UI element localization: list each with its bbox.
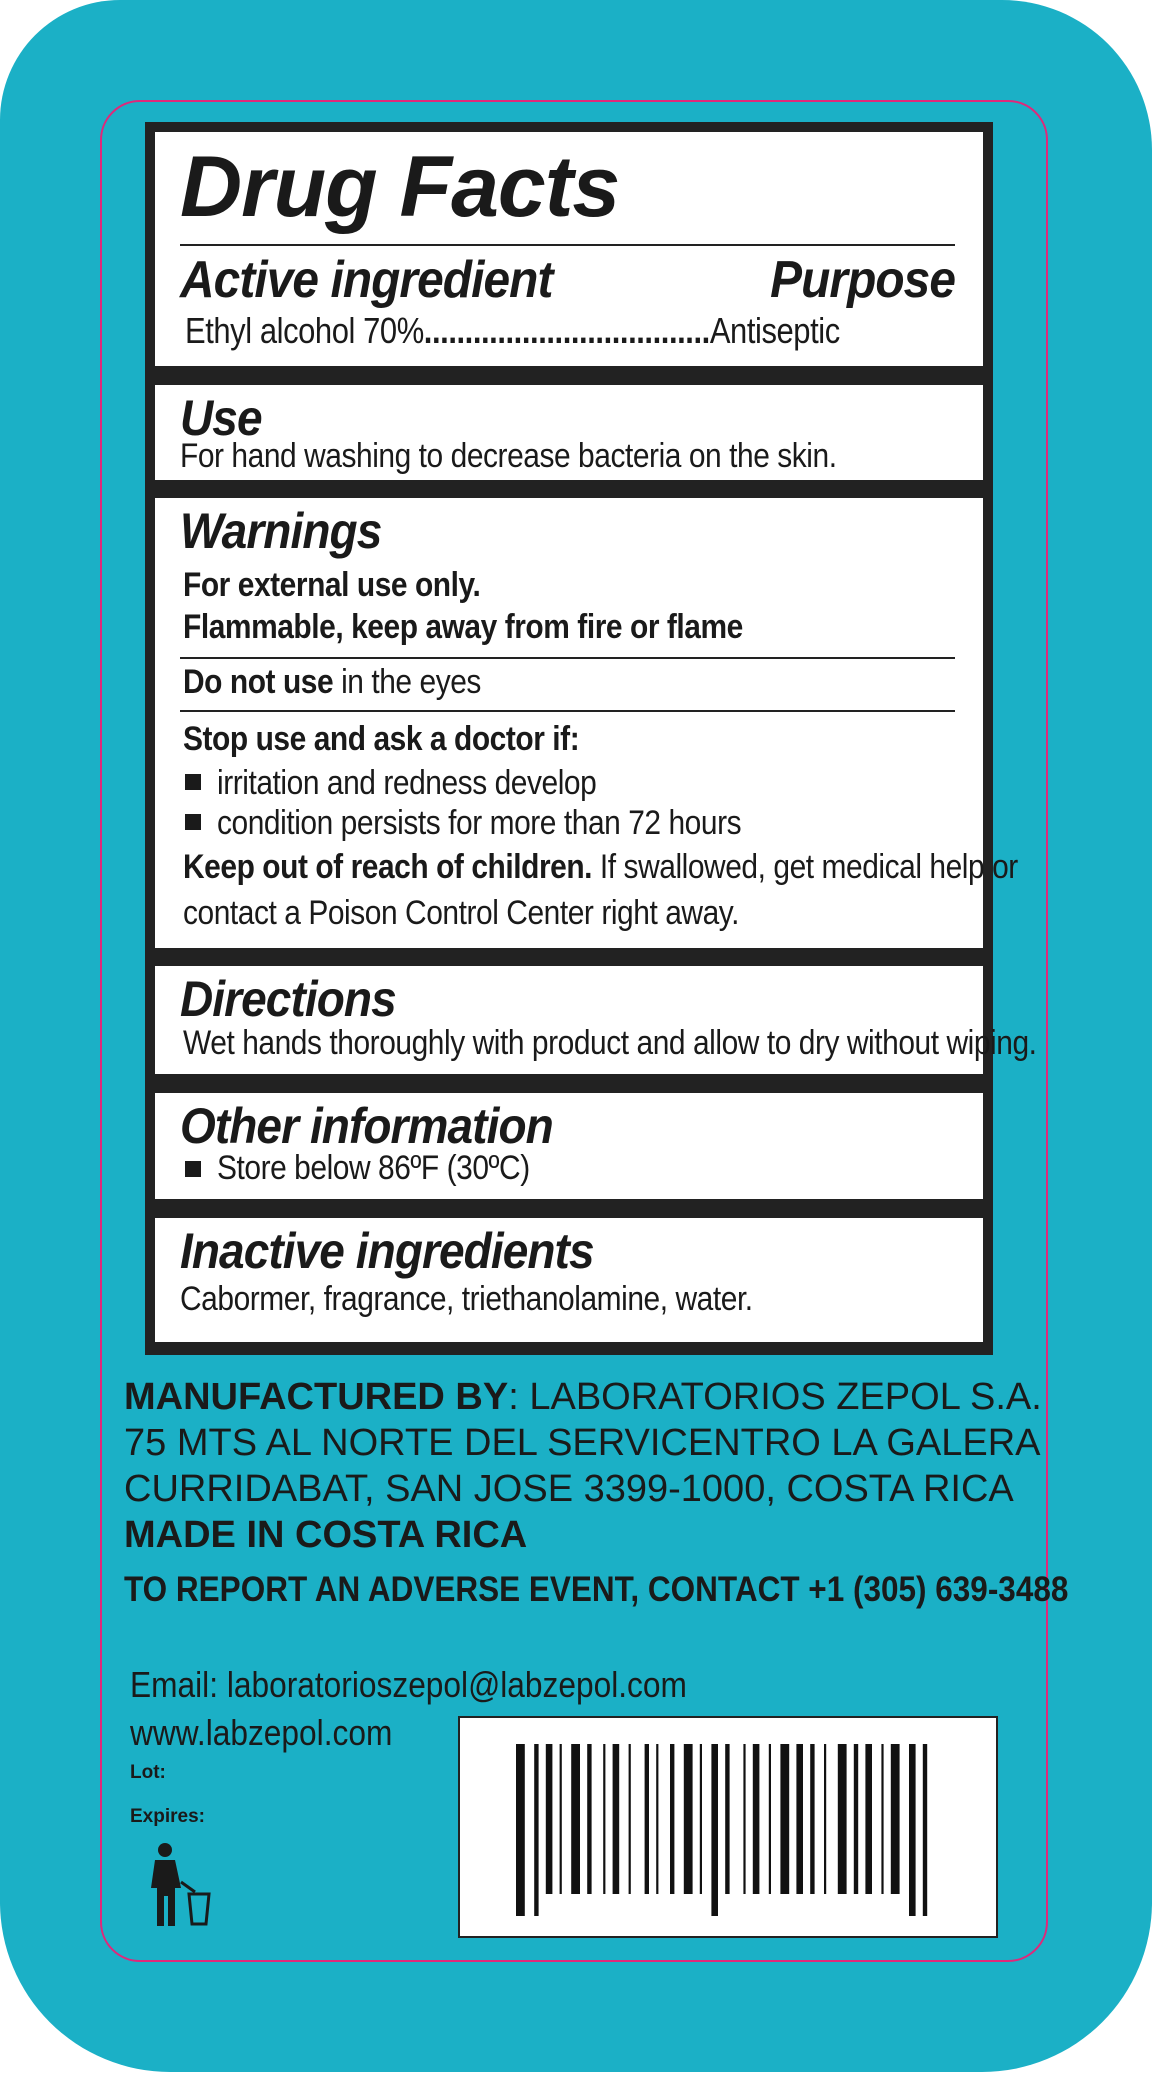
- manufacturer-block: [124, 1374, 1042, 1558]
- barcode-bar: [796, 1744, 803, 1894]
- barcode-bar: [725, 1744, 729, 1894]
- website-text: www.labzepol.com: [130, 1712, 393, 1753]
- barcode-bar: [571, 1744, 580, 1894]
- barcode-bar: [711, 1744, 718, 1916]
- barcode-bar: [700, 1744, 702, 1894]
- keep-out-line2: contact a Poison Control Center right away.: [183, 894, 739, 932]
- other-information-section: [155, 1093, 983, 1199]
- drug-facts-title: Drug Facts: [180, 139, 620, 235]
- address-line-2: CURRIDABAT, SAN JOSE 3399-1000, COSTA RICA: [124, 1468, 1014, 1510]
- barcode-bar: [613, 1744, 620, 1894]
- barcode-bar: [891, 1744, 900, 1894]
- warning-bullet-2: condition persists for more than 72 hours: [217, 804, 742, 842]
- directions-heading: Directions: [180, 971, 396, 1027]
- warning-bullet-1: irritation and redness develop: [217, 764, 597, 802]
- barcode-bar: [560, 1744, 562, 1894]
- directions-text: Wet hands thoroughly with product and allow to dry without wiping.: [183, 1024, 1037, 1062]
- barcode-bar: [670, 1744, 674, 1894]
- barcode-icon: [460, 1718, 996, 1936]
- bullet-icon: [185, 1161, 201, 1177]
- stop-use-heading: Stop use and ask a doctor if:: [183, 720, 580, 758]
- barcode-bar: [923, 1744, 927, 1916]
- adverse-event-text: TO REPORT AN ADVERSE EVENT, CONTACT +1 (305) 639-3488: [124, 1570, 1069, 1609]
- ingredient-purpose: Antiseptic: [709, 310, 840, 351]
- expires-label: Expires:: [130, 1806, 205, 1827]
- barcode-bar: [546, 1744, 553, 1894]
- barcode-bar: [769, 1744, 771, 1894]
- barcode-bar: [753, 1744, 760, 1894]
- use-text: For hand washing to decrease bacteria on the skin.: [180, 437, 837, 475]
- address-line-1: 75 MTS AL NORTE DEL SERVICENTRO LA GALERA: [124, 1422, 1041, 1464]
- inactive-ingredients-text: Cabormer, fragrance, triethanolamine, water.: [180, 1280, 753, 1318]
- active-ingredient-heading: Active ingredient: [180, 251, 553, 309]
- purpose-heading: Purpose: [770, 251, 955, 309]
- barcode-bar: [684, 1744, 693, 1894]
- barcode-bar: [656, 1744, 658, 1894]
- email-text: Email: laboratorioszepol@labzepol.com: [130, 1664, 687, 1705]
- bullet-icon: [185, 814, 201, 830]
- divider: [180, 244, 955, 246]
- keep-out-rest: If swallowed, get medical help or: [592, 848, 1018, 886]
- active-ingredient-line: [185, 310, 840, 351]
- barcode-bar: [865, 1744, 872, 1894]
- barcode-bar: [587, 1744, 591, 1894]
- directions-section: [155, 966, 1037, 1074]
- barcode-bar: [909, 1744, 916, 1916]
- use-heading: Use: [180, 390, 262, 446]
- do-not-use-rest: in the eyes: [333, 663, 481, 701]
- inactive-ingredients-heading: Inactive ingredients: [180, 1223, 594, 1279]
- barcode-bar: [810, 1744, 814, 1894]
- manufacturer-line: [124, 1374, 1042, 1420]
- made-in-text: MADE IN COSTA RICA: [124, 1514, 528, 1556]
- active-ingredient-section: [155, 132, 983, 366]
- manufactured-by-label: MANUFACTURED BY: [124, 1376, 509, 1418]
- lot-label: Lot:: [130, 1762, 166, 1783]
- warnings-heading: Warnings: [180, 503, 382, 559]
- use-section: [155, 385, 983, 480]
- barcode-bar: [881, 1744, 883, 1894]
- other-information-heading: Other information: [180, 1098, 553, 1154]
- divider: [180, 657, 955, 659]
- barcode-bar: [516, 1744, 525, 1916]
- external-use-text: For external use only.: [183, 566, 481, 604]
- do-not-use-bold: Do not use: [183, 663, 334, 701]
- barcode-bar: [603, 1744, 605, 1894]
- barcode-bar: [743, 1744, 745, 1894]
- barcode-bar: [780, 1744, 789, 1894]
- other-information-bullet: Store below 86ºF (30ºC): [217, 1149, 530, 1187]
- barcode-bar: [534, 1744, 538, 1916]
- barcode-box: [458, 1716, 998, 1938]
- barcode-bar: [824, 1744, 826, 1894]
- warnings-section: [155, 498, 1018, 948]
- do-not-use-text: [183, 663, 481, 702]
- bullet-icon: [185, 774, 201, 790]
- barcode-bar: [645, 1744, 649, 1894]
- drug-facts-panel: [145, 122, 1037, 1355]
- flammable-text: Flammable, keep away from fire or flame: [183, 608, 743, 646]
- keep-out-text: [183, 848, 1018, 887]
- barcode-bar: [838, 1744, 847, 1894]
- barcode-bar: [629, 1744, 631, 1894]
- manufacturer-name: : LABORATORIOS ZEPOL S.A.: [508, 1376, 1042, 1418]
- keep-out-bold: Keep out of reach of children.: [183, 848, 593, 886]
- dispose-properly-icon: [145, 1842, 215, 1932]
- ingredient-name: Ethyl alcohol 70%: [185, 310, 424, 351]
- inactive-ingredients-section: [155, 1218, 983, 1342]
- divider: [180, 710, 955, 712]
- leader-dots: ...................................: [423, 310, 710, 351]
- barcode-bar: [854, 1744, 858, 1894]
